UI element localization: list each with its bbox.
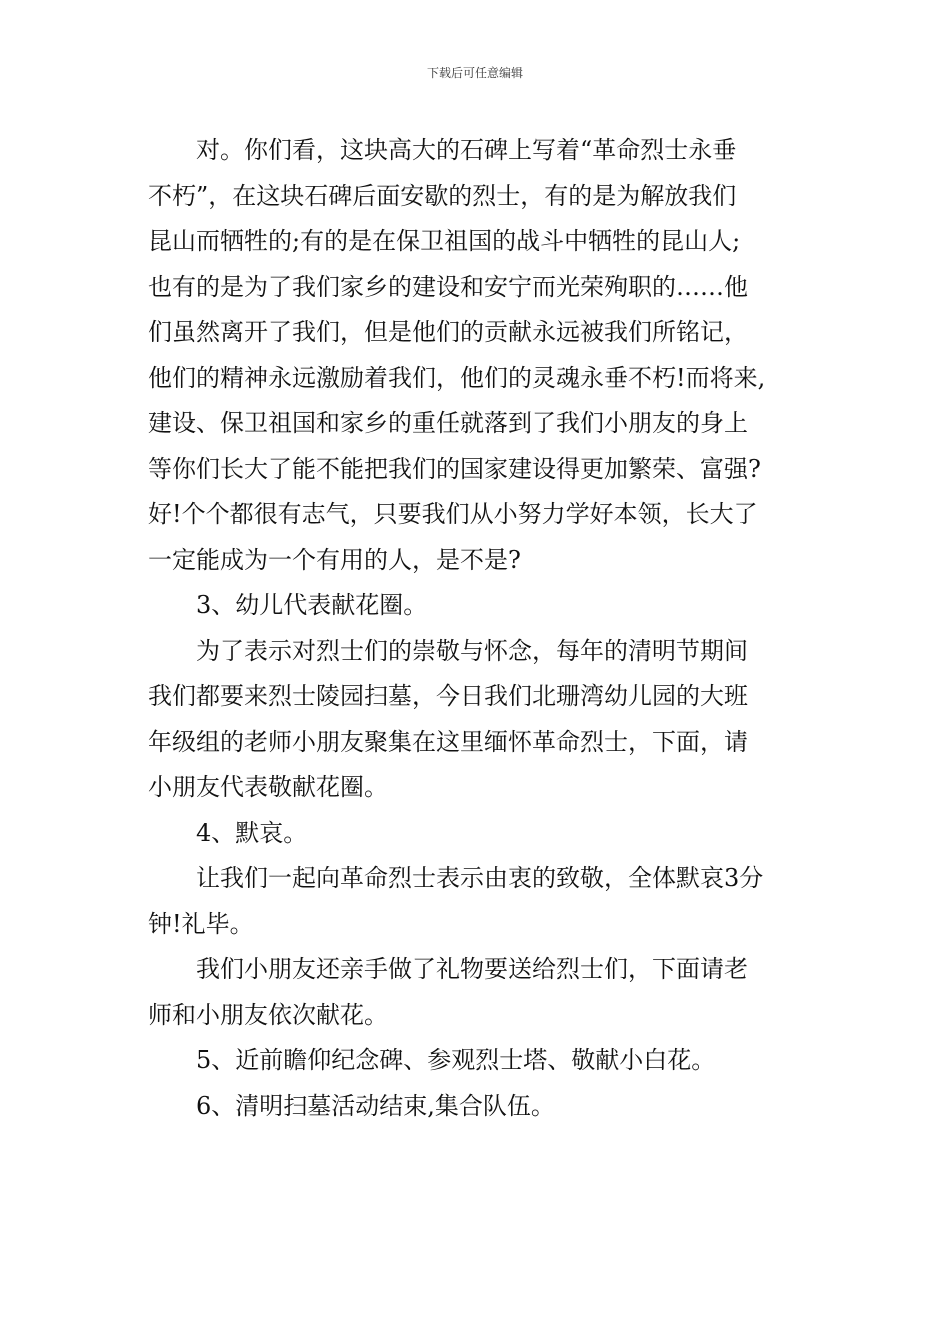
text-line: 建设、保卫祖国和家乡的重任就落到了我们小朋友的身上 xyxy=(148,409,748,437)
text-line: 年级组的老师小朋友聚集在这里缅怀革命烈士，下面，请 xyxy=(148,727,748,756)
text-line: 我们小朋友还亲手做了礼物要送给烈士们，下面请老 xyxy=(196,955,748,983)
text-line: 们虽然离开了我们，但是他们的贡献永远被我们所铭记， xyxy=(148,318,748,346)
text-line: 对。你们看，这块高大的石碑上写着“革命烈士永垂 xyxy=(196,136,737,164)
text-line: 钟!礼毕。 xyxy=(148,909,254,938)
text-line: 6、清明扫墓活动结束,集合队伍。 xyxy=(196,1091,555,1120)
text-line: 为了表示对烈士们的崇敬与怀念，每年的清明节期间 xyxy=(196,636,748,665)
paragraph xyxy=(148,947,816,1038)
document-body xyxy=(148,128,816,1129)
text-line: 4、默哀。 xyxy=(196,818,308,847)
page-header: 下载后可任意编辑 xyxy=(426,66,523,80)
paragraph xyxy=(148,128,816,583)
text-line: 小朋友代表敬献花圈。 xyxy=(148,773,388,801)
paragraph xyxy=(148,856,816,947)
text-line: 等你们长大了能不能把我们的国家建设得更加繁荣、富强? xyxy=(148,454,761,483)
text-line: 他们的精神永远激励着我们，他们的灵魂永垂不朽!而将来, xyxy=(148,363,766,392)
text-line: 也有的是为了我们家乡的建设和安宁而光荣殉职的……他 xyxy=(148,272,748,301)
paragraph xyxy=(148,629,816,811)
text-line: 我们都要来烈士陵园扫墓，今日我们北珊湾幼儿园的大班 xyxy=(148,682,748,710)
text-line: 师和小朋友依次献花。 xyxy=(148,1000,388,1029)
text-line: 昆山而牺牲的;有的是在保卫祖国的战斗中牺牲的昆山人; xyxy=(148,227,741,255)
text-line: 一定能成为一个有用的人，是不是? xyxy=(148,545,521,574)
text-line: 5、近前瞻仰纪念碑、参观烈士塔、敬献小白花。 xyxy=(196,1046,716,1074)
list-heading xyxy=(148,1084,816,1130)
list-heading xyxy=(148,583,816,629)
text-line: 让我们一起向革命烈士表示由衷的致敬，全体默哀3分 xyxy=(196,864,764,892)
text-line: 好!个个都很有志气，只要我们从小努力学好本领，长大了 xyxy=(148,500,758,528)
list-heading xyxy=(148,811,816,857)
list-heading xyxy=(148,1038,816,1084)
text-line: 不朽”，在这块石碑后面安歇的烈士，有的是为解放我们 xyxy=(148,181,737,210)
text-line: 3、幼儿代表献花圈。 xyxy=(196,591,428,619)
